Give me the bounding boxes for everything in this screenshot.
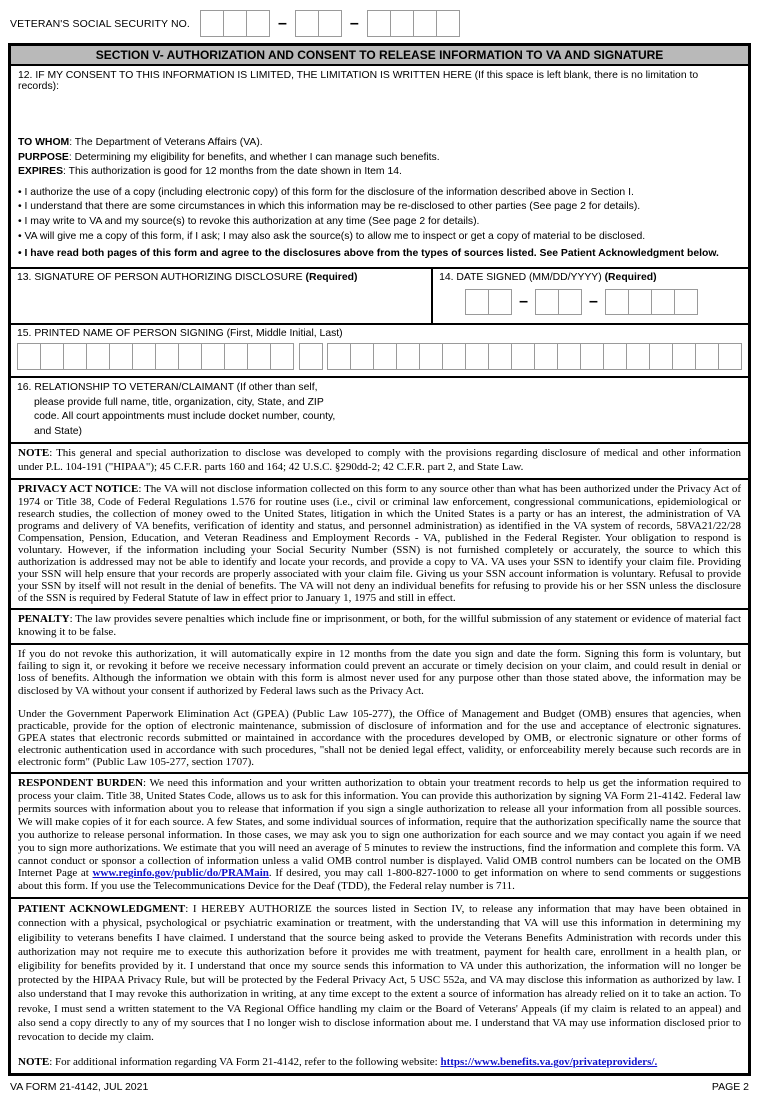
ssn-input [200,10,460,37]
purpose-label: PURPOSE [18,151,69,163]
ssn-serial-boxes[interactable] [367,10,460,37]
char-box[interactable] [390,10,414,37]
consent-bullet-list [18,186,741,262]
char-box[interactable] [327,343,351,370]
expires-text: : This authorization is good for 12 months from the date shown in Item 14. [63,166,402,177]
char-box[interactable] [295,10,319,37]
char-box[interactable] [201,343,225,370]
char-box[interactable] [396,343,420,370]
ssn-area-boxes[interactable] [200,10,270,37]
consent-bullet: • I may write to VA and my source(s) to revoke this authorization at any time (See page 2 for details). [18,216,480,228]
char-box[interactable] [367,10,391,37]
char-box[interactable] [178,343,202,370]
char-box[interactable] [695,343,719,370]
char-box[interactable] [558,289,582,315]
date-month-boxes[interactable] [465,289,512,315]
item15-label: 15. PRINTED NAME OF PERSON SIGNING (First, Middle Initial, Last) [17,328,343,340]
website-note-label: NOTE [18,1056,50,1069]
to-whom-line [18,136,741,151]
char-box[interactable] [649,343,673,370]
purpose-text: : Determining my eligibility for benefits, and whether I can manage such benefits. [68,151,440,163]
char-box[interactable] [488,289,512,315]
char-box[interactable] [580,343,604,370]
expires-line [18,165,741,180]
form-number: VA FORM 21-4142, JUL 2021 [10,1081,149,1094]
printed-name-input [17,343,742,370]
date-day-boxes[interactable] [535,289,582,315]
char-box[interactable] [63,343,87,370]
consent-bullet-bold: • I have read both pages of this form and agree to the disclosures above from the types of sources listed. See Patient Acknowledgment below. [18,247,719,259]
last-name-boxes[interactable] [327,343,742,370]
char-box[interactable] [674,289,698,315]
char-box[interactable] [373,343,397,370]
veteran-ssn-row [8,8,751,43]
char-box[interactable] [413,10,437,37]
item13-signature-cell [11,269,431,323]
item14-required: (Required) [604,272,657,284]
char-box[interactable] [318,10,342,37]
ssn-dash-1: – [277,14,287,32]
gpea-paragraph: Under the Government Paperwork Elimination Act (GPEA) (Public Law 105-277), the Office of Management and Budget (OMB) ensures that agencies, when practicable, provide for the option of electronic maintenance, submission of disclosure of information and for the use and acceptance of electronic signatures. GPEA states that electronic records submitted or maintained in accordance with the procedures developed by OMB, or electronic signature or other forms of electronic authentication used in accordance with such procedures, "shall not be denied legal effect, validity, or enforceability merely because such records are in electronic form" (Public Law 105-277, section 1707). [18,707,741,768]
char-box[interactable] [436,10,460,37]
char-box[interactable] [511,343,535,370]
char-box[interactable] [605,289,629,315]
respondent-burden: RESPONDENT BURDEN: We need this information and your written authorization to obtain your treatment records to help us get the information required to process your claim. Title 38, United States Code, allows us to ask for this information. You can provide this authorization by signing VA Form 21-4142. Federal law permits sources with information about you to release that information if you sign a single authorization to release all your information from all possible sources. We will make copies of it for each source. A few States, and some individual sources of information, require that the authorization specifically name the source that you authorize to release personal information. In those cases, we may ask you to sign one authorization for each source and we may contact you again if we need you to sign more authorizations. We estimate that you will need an average of 5 minutes to review the instructions, find the information and complete this form. VA cannot conduct or sponsor a collection of information unless a valid OMB control number is displayed. Valid OMB control numbers can be located on the OMB Internet Page at www.reginfo.gov/public/do/PRAMain. If desired, you may call 1-800-827-1000 to get information on where to send comments or suggestions about this form. If you use the Telecommunications Device for the Deaf (TDD), the Federal relay number is 711. [11,774,748,899]
char-box[interactable] [651,289,675,315]
revocation-gpea-block [11,645,748,774]
section-v-header: SECTION V- AUTHORIZATION AND CONSENT TO RELEASE INFORMATION TO VA AND SIGNATURE [11,46,748,66]
char-box[interactable] [488,343,512,370]
char-box[interactable] [350,343,374,370]
middle-initial-box[interactable] [299,343,323,370]
privacy-act-notice: PRIVACY ACT NOTICE: The VA will not disclose information collected on this form to any source other than what has been authorized under the Privacy Act of 1974 or Title 38, Code of Federal Regulations 1.576 for routine uses (i.e., civil or criminal law enforcement, congressional communications, epidemiological or research studies, the collection of money owed to the United States, litigation in which the United States is a party or has an interest, the administration of VA programs and delivery of VA benefits, verification of identity and status, and personnel administration) as identified in the VA system of records, 58VA21/22/28 Compensation, Pension, Education, and Veteran Readiness and Employment Records - VA, published in the Federal Register. Your obligation to respond is voluntary. However, if the information including your Social Security Number (SSN) is not furnished completely or accurately, the source to which this authorization is addressed may not be able to identify and locate your records, and provide a copy to VA. VA uses your SSN to identify your claim file. Providing your SSN will help ensure that your records are properly associated with your claim file. Giving us your SSN account information is voluntary. Refusal to provide your SSN by itself will not result in the denial of benefits. The VA will not deny an individual benefits for refusing to provide his or her SSN unless the disclosure of the SSN is required by Federal Statute of law in effect prior to January 1, 1975 and still in effect. [11,480,748,610]
char-box[interactable] [86,343,110,370]
purpose-line [18,151,741,166]
char-box[interactable] [17,343,41,370]
item12-prompt: 12. IF MY CONSENT TO THIS INFORMATION IS LIMITED, THE LIMITATION IS WRITTEN HERE (If this space is left blank, there is no limitation to records): [18,70,699,92]
char-box[interactable] [40,343,64,370]
char-box[interactable] [672,343,696,370]
char-box[interactable] [603,343,627,370]
reginfo-link[interactable]: www.reginfo.gov/public/do/PRAMain [92,867,269,880]
paragraph-gap [18,697,741,708]
respondent-burden-label: RESPONDENT BURDEN [18,777,144,790]
consent-bullet: • I authorize the use of a copy (including electronic copy) of this form for the disclosure of the information described above in Section I. [18,186,634,198]
char-box[interactable] [224,343,248,370]
first-name-boxes[interactable] [17,343,294,370]
char-box[interactable] [200,10,224,37]
page-number: PAGE 2 [711,1081,749,1094]
benefits-website-link[interactable]: https://www.benefits.va.gov/privateproviders/. [440,1056,658,1069]
char-box[interactable] [246,10,270,37]
date-signed-input [465,289,742,315]
limitation-text-area[interactable] [18,94,741,136]
consent-bullet: • VA will give me a copy of this form, if I ask; I may also ask the source(s) to allow me to inspect or get a copy of material to be disclosed. [18,230,646,242]
ssn-group-boxes[interactable] [295,10,342,37]
date-dash-1: – [519,293,528,311]
hipaa-note-label: NOTE [18,447,50,460]
char-box[interactable] [534,343,558,370]
char-box[interactable] [299,343,323,370]
signature-date-row [11,269,748,325]
char-box[interactable] [442,343,466,370]
date-year-boxes[interactable] [605,289,698,315]
char-box[interactable] [247,343,271,370]
paragraph-gap [18,1044,741,1055]
hipaa-note: NOTE: This general and special authorization to disclose was developed to comply with the provisions regarding disclosure of medical and other information under P.L. 104-191 ("HIPAA"); 45 C.F.R. parts 160 and 164; 42 U.S.C. §290dd-2; 42 C.F.R. part 2, and State Law. [11,444,748,480]
char-box[interactable] [155,343,179,370]
item13-required: (Required) [305,272,358,284]
item16-label: 16. RELATIONSHIP TO VETERAN/CLAIMANT (If other than self, please provide full name, title, organization, city, State, and ZIP code. All court appointments must include docket number, county, and State) [17,382,336,437]
acknowledgment-paragraph: PATIENT ACKNOWLEDGMENT: I HEREBY AUTHORIZE the sources listed in Section IV, to release any information that may have been obtained in connection with a physical, psychological or psychiatric examination or treatment, with the understanding that VA will use this information in determining my eligibility to veterans benefits I have claimed. I understand that the source being asked to provide the Veterans Benefits Administration with records under this authorization may not require me to execute this authorization before it provides me with treatment, payment for health care, enrollment in a health plan, or eligibility for benefits provided by it. I understand that once my source sends this information to VA under this authorization, the information will no longer be protected by the HIPAA Privacy Rule, but will be protected by the Federal Privacy Act, 5 USC 552a, and VA may disclose this information as authorized by law. I also understand that I may revoke this authorization in writing, at any time except to the extent a source of information has already relied on it to take an action. To revoke, I must send a written statement to the VA Regional Office handling my claim or the Board of Veterans' Appeals (if my claim is related to an appeal) and also send a copy directly to any of my sources that I no longer wish to disclose information about me. I understand that VA may use information disclosed prior to revocation to decide my claim. [18,903,741,1044]
penalty-label: PENALTY [18,613,70,626]
privacy-act-label: PRIVACY ACT NOTICE [18,483,139,496]
char-box[interactable] [465,289,489,315]
char-box[interactable] [557,343,581,370]
date-dash-2: – [588,293,598,311]
char-box[interactable] [132,343,156,370]
char-box[interactable] [465,343,489,370]
expires-label: EXPIRES [18,166,64,177]
item12-consent-limitation [11,66,748,269]
item14-date-cell [431,269,748,323]
item16-relationship [11,378,748,444]
item14-label: 14. DATE SIGNED (MM/DD/YYYY) (Required) [439,272,657,284]
page-footer [8,1076,751,1093]
consent-bullet: • I understand that there are some circumstances in which this information may be re-disclosed to other parties (See page 2 for details). [18,201,641,213]
to-whom-label: TO WHOM [18,137,70,148]
ssn-label: VETERAN'S SOCIAL SECURITY NO. [10,17,190,30]
char-box[interactable] [628,289,652,315]
char-box[interactable] [718,343,742,370]
revocation-paragraph: If you do not revoke this authorization, it will automatically expire in 12 months from the date you sign and date the form. Signing this form is voluntary, but failing to sign it, or revoking it before we receive necessary information could prevent an accurate or timely decision on your claim, and could result in denial or loss of benefits. Although the information we obtain with this form is almost never used for any purpose other than those stated above, the information may be disclosed by VA without your consent if authorized by Federal laws such as the Privacy Act. [18,648,741,697]
char-box[interactable] [626,343,650,370]
section-v-table [8,43,751,1076]
item15-printed-name [11,325,748,378]
acknowledgment-label: PATIENT ACKNOWLEDGMENT [18,903,186,916]
signature-input-area[interactable] [17,283,425,313]
penalty-notice: PENALTY: The law provides severe penalties which include fine or imprisonment, or both, for the willful submission of any statement or evidence of material fact knowing it to be false. [11,610,748,645]
item13-label: 13. SIGNATURE OF PERSON AUTHORIZING DISCLOSURE (Required) [17,272,358,284]
to-whom-text: : The Department of Veterans Affairs (VA). [69,137,263,148]
char-box[interactable] [535,289,559,315]
ssn-dash-2: – [349,14,359,32]
char-box[interactable] [223,10,247,37]
char-box[interactable] [270,343,294,370]
website-note: NOTE: For additional information regarding VA Form 21-4142, refer to the following website: https://www.benefits.va.gov/privateproviders/. [18,1056,658,1069]
char-box[interactable] [419,343,443,370]
patient-acknowledgment [11,899,748,1073]
char-box[interactable] [109,343,133,370]
